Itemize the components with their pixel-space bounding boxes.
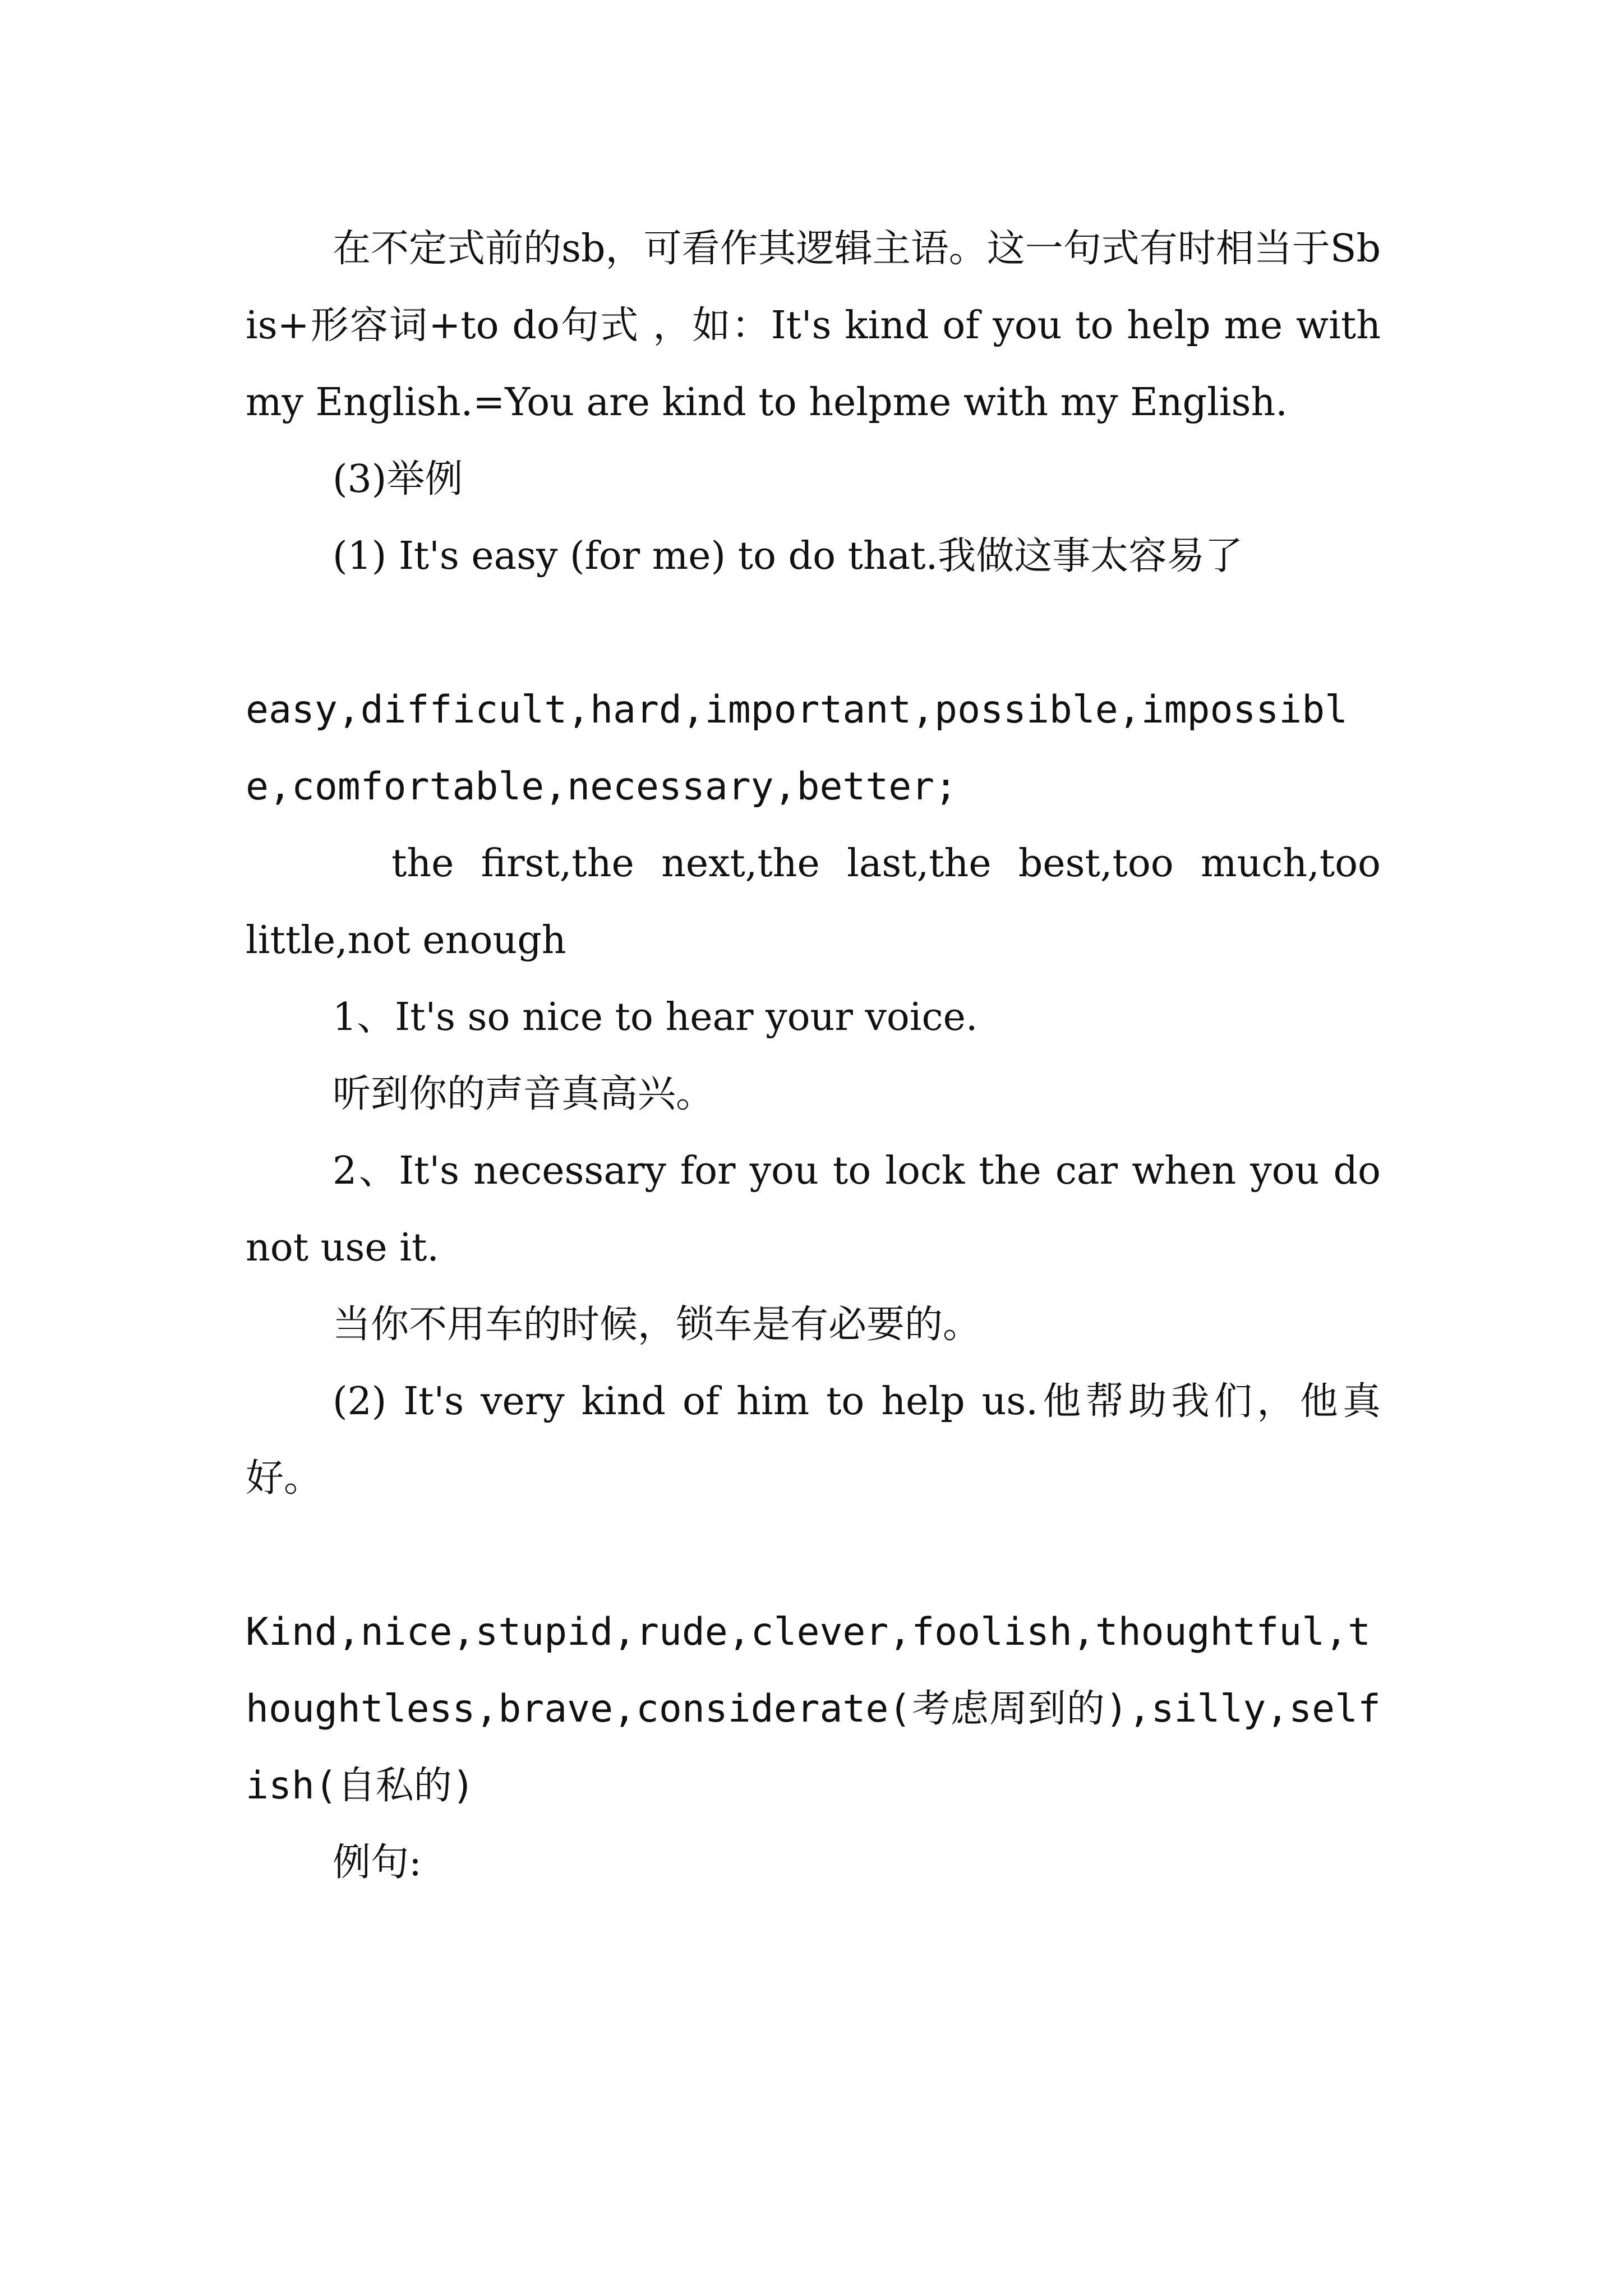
document-body xyxy=(246,210,1381,1901)
blank-line xyxy=(246,595,1381,671)
paragraph-example-2: (2) It's very kind of him to help us.他帮助我们，他真好。 xyxy=(246,1379,1381,1501)
paragraph-character-adjectives: Kind,nice,stupid,rude,clever,foolish,thoughtful,thoughtless,brave,considerate(考虑周到的),silly,selfish(自私的) xyxy=(246,1610,1381,1808)
paragraph-examples-heading: (3)举例 xyxy=(333,457,463,501)
paragraph-example-sentences-label: 例句: xyxy=(333,1841,422,1885)
paragraph-example-1: (1) It's easy (for me) to do that.我做这事太容易了 xyxy=(333,534,1243,578)
paragraph-translation-1: 听到你的声音真高兴。 xyxy=(333,1072,714,1116)
paragraph-translation-2: 当你不用车的时候，锁车是有必要的。 xyxy=(333,1303,981,1347)
paragraph-adjective-list-1: easy,difficult,hard,important,possible,impossible,comfortable,necessary,better; xyxy=(246,688,1348,809)
blank-line xyxy=(246,1517,1381,1594)
paragraph-logical-subject-note: 在不定式前的sb，可看作其逻辑主语。这一句式有时相当于Sb is+形容词+to do句式 ，如：It's kind of you to help me with my English.=You are kind to helpme with my English. xyxy=(246,227,1381,425)
paragraph-adjective-list-2: the first,the next,the last,the best,too much,too little,not enough xyxy=(246,841,1381,963)
paragraph-sentence-2: 2、It's necessary for you to lock the car when you do not use it. xyxy=(246,1149,1381,1270)
paragraph-sentence-1: 1、It's so nice to hear your voice. xyxy=(333,995,978,1039)
